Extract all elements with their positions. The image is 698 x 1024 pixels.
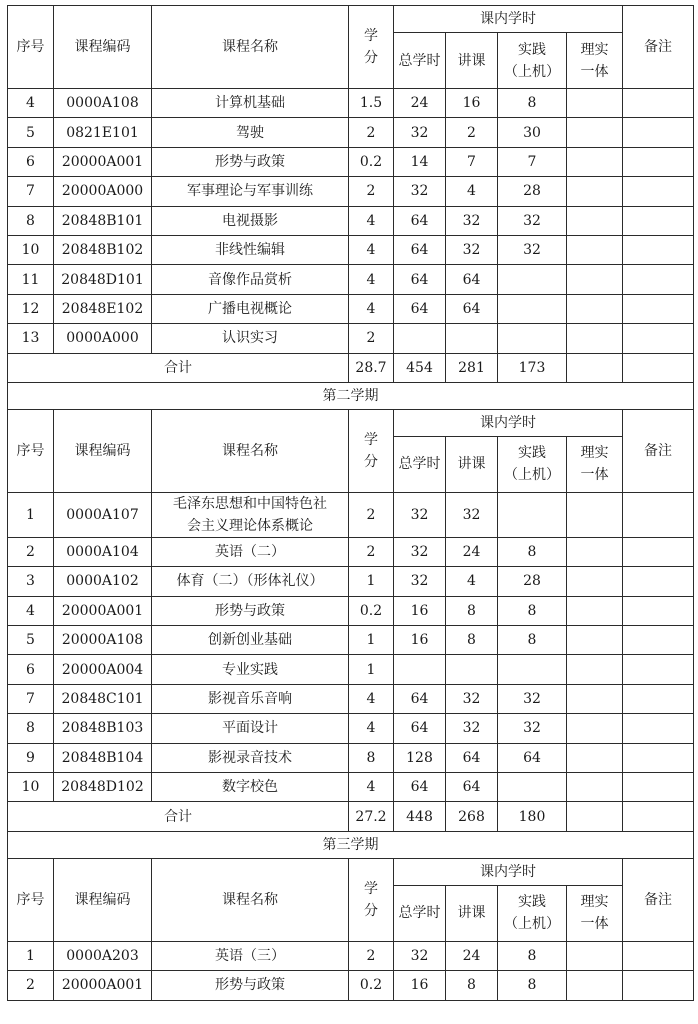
header-total: 总学时 [394,436,446,492]
integrated-hours-cell [567,265,623,294]
header-credit-line2: 分 [364,453,378,470]
seq-cell: 2 [8,971,54,1000]
integrated-hours-cell [567,567,623,596]
total-hours-cell: 64 [394,265,446,294]
total-hours-cell: 14 [394,147,446,176]
table-row [8,324,694,353]
header-code: 课程编码 [54,858,152,941]
course-name-line1: 毛泽东思想和中国特色社 [173,495,327,512]
course-name-cell: 形势与政策 [152,147,349,176]
integrated-hours-cell [567,596,623,625]
integrated-hours-cell [567,206,623,235]
header-hours: 课内学时 [394,858,623,885]
seq-cell: 10 [8,235,54,264]
practice-hours-cell: 8 [498,971,567,1000]
course-name-line2: 会主义理论体系概论 [187,517,313,534]
credit-cell: 1 [349,567,394,596]
header-practice-line1: 实践 [518,445,546,462]
lecture-hours-cell: 32 [446,714,498,743]
seq-cell: 7 [8,684,54,713]
table-row [8,743,694,772]
practice-hours-cell: 8 [498,941,567,970]
table-row [8,537,694,566]
integrated-hours-cell [567,492,623,537]
integrated-hours-cell [567,684,623,713]
code-cell: 20848C101 [54,684,152,713]
lecture-hours-cell [446,655,498,684]
integrated-hours-cell [567,743,623,772]
integrated-hours-cell [567,537,623,566]
total-hours-cell: 32 [394,941,446,970]
semester-title-row [8,382,694,409]
header-practice-line1: 实践 [518,41,546,58]
header-total: 总学时 [394,33,446,89]
integrated-hours-cell [567,941,623,970]
header-code: 课程编码 [54,6,152,89]
course-name-cell: 认识实习 [152,324,349,353]
header-integrated-line2: 一体 [580,916,609,933]
practice-hours-cell [498,492,567,537]
subtotal-remark [623,802,694,831]
course-name-cell: 体育（二）（形体礼仪） [152,567,349,596]
integrated-hours-cell [567,89,623,118]
course-name-cell: 影视录音技术 [152,743,349,772]
lecture-hours-cell: 16 [446,89,498,118]
seq-cell: 5 [8,118,54,147]
table-row [8,567,694,596]
table-body [8,6,694,1001]
remark-cell [623,537,694,566]
header-integrated-line2: 一体 [580,63,609,80]
course-name-cell: 军事理论与军事训练 [152,177,349,206]
integrated-hours-cell [567,714,623,743]
practice-hours-cell: 8 [498,626,567,655]
code-cell: 0000A203 [54,941,152,970]
header-total: 总学时 [394,885,446,941]
lecture-hours-cell: 4 [446,567,498,596]
total-hours-cell [394,324,446,353]
table-row [8,684,694,713]
practice-hours-cell [498,265,567,294]
practice-hours-cell: 64 [498,743,567,772]
practice-hours-cell: 32 [498,714,567,743]
code-cell: 20848D101 [54,265,152,294]
integrated-hours-cell [567,655,623,684]
seq-cell: 12 [8,294,54,323]
code-cell: 20848D102 [54,773,152,802]
course-name-cell: 英语（三） [152,941,349,970]
lecture-hours-cell: 24 [446,537,498,566]
seq-cell: 7 [8,177,54,206]
subtotal-lecture: 268 [446,802,498,831]
total-hours-cell: 64 [394,206,446,235]
course-schedule-table [7,5,694,1001]
total-hours-cell [394,655,446,684]
table-row [8,773,694,802]
total-hours-cell: 128 [394,743,446,772]
total-hours-cell: 16 [394,596,446,625]
subtotal-practice: 180 [498,802,567,831]
credit-cell: 4 [349,684,394,713]
total-hours-cell: 24 [394,89,446,118]
seq-cell: 4 [8,596,54,625]
table-row [8,971,694,1000]
remark-cell [623,971,694,1000]
credit-cell: 2 [349,118,394,147]
total-hours-cell: 64 [394,773,446,802]
seq-cell: 4 [8,89,54,118]
course-name-cell: 专业实践 [152,655,349,684]
header-credit [349,409,394,492]
practice-hours-cell [498,294,567,323]
credit-cell: 0.2 [349,147,394,176]
header-integrated-line1: 理实 [580,445,609,462]
seq-cell: 11 [8,265,54,294]
code-cell: 0000A108 [54,89,152,118]
lecture-hours-cell: 64 [446,265,498,294]
credit-cell: 2 [349,941,394,970]
code-cell: 0000A102 [54,567,152,596]
code-cell: 20848E102 [54,294,152,323]
header-remark: 备注 [623,6,694,89]
table-row [8,177,694,206]
remark-cell [623,684,694,713]
course-name-cell: 音像作品赏析 [152,265,349,294]
course-name-cell: 平面设计 [152,714,349,743]
header-seq: 序号 [8,858,54,941]
seq-cell: 5 [8,626,54,655]
seq-cell: 1 [8,941,54,970]
credit-cell: 4 [349,206,394,235]
total-hours-cell: 64 [394,684,446,713]
credit-cell: 4 [349,265,394,294]
header-practice [498,885,567,941]
credit-cell: 4 [349,714,394,743]
code-cell: 20848B103 [54,714,152,743]
total-hours-cell: 32 [394,537,446,566]
course-name-cell [152,492,349,537]
header-code: 课程编码 [54,409,152,492]
header-name: 课程名称 [152,6,349,89]
course-name-cell: 广播电视概论 [152,294,349,323]
table-row [8,118,694,147]
remark-cell [623,265,694,294]
integrated-hours-cell [567,294,623,323]
table-row [8,147,694,176]
lecture-hours-cell: 8 [446,971,498,1000]
seq-cell: 13 [8,324,54,353]
course-name-cell: 英语（二） [152,537,349,566]
table-row [8,655,694,684]
course-name-cell: 数字校色 [152,773,349,802]
remark-cell [623,773,694,802]
remark-cell [623,655,694,684]
remark-cell [623,177,694,206]
table-row [8,265,694,294]
code-cell: 20848B104 [54,743,152,772]
header-row [8,409,694,436]
course-name-cell: 形势与政策 [152,971,349,1000]
header-lecture: 讲课 [446,33,498,89]
code-cell: 20000A001 [54,596,152,625]
credit-cell: 2 [349,537,394,566]
lecture-hours-cell: 8 [446,626,498,655]
credit-cell: 2 [349,324,394,353]
subtotal-practice: 173 [498,353,567,382]
header-practice-line1: 实践 [518,894,546,911]
code-cell: 20000A004 [54,655,152,684]
code-cell: 20000A000 [54,177,152,206]
seq-cell: 9 [8,743,54,772]
header-lecture: 讲课 [446,885,498,941]
semester-title: 第二学期 [8,382,694,409]
header-practice-line2: （上机） [504,63,560,80]
practice-hours-cell: 32 [498,235,567,264]
code-cell: 0000A107 [54,492,152,537]
course-name-cell: 形势与政策 [152,596,349,625]
integrated-hours-cell [567,147,623,176]
code-cell: 20000A108 [54,626,152,655]
remark-cell [623,567,694,596]
subtotal-label: 合计 [8,802,349,831]
practice-hours-cell: 28 [498,177,567,206]
credit-cell: 2 [349,492,394,537]
credit-cell: 4 [349,294,394,323]
remark-cell [623,324,694,353]
course-name-cell: 非线性编辑 [152,235,349,264]
header-lecture: 讲课 [446,436,498,492]
subtotal-remark [623,353,694,382]
remark-cell [623,626,694,655]
lecture-hours-cell: 64 [446,294,498,323]
practice-hours-cell: 8 [498,89,567,118]
code-cell: 20848B102 [54,235,152,264]
remark-cell [623,235,694,264]
seq-cell: 8 [8,714,54,743]
course-name-cell: 影视音乐音响 [152,684,349,713]
subtotal-credit: 28.7 [349,353,394,382]
total-hours-cell: 32 [394,492,446,537]
table-row [8,596,694,625]
total-hours-cell: 32 [394,177,446,206]
practice-hours-cell [498,773,567,802]
header-remark: 备注 [623,409,694,492]
code-cell: 20000A001 [54,147,152,176]
lecture-hours-cell: 2 [446,118,498,147]
code-cell: 20000A001 [54,971,152,1000]
semester-title-row [8,831,694,858]
header-credit-line1: 学 [364,28,378,44]
lecture-hours-cell [446,324,498,353]
lecture-hours-cell: 32 [446,206,498,235]
header-row [8,858,694,885]
course-schedule-document [7,5,693,1001]
remark-cell [623,492,694,537]
header-integrated [567,33,623,89]
integrated-hours-cell [567,324,623,353]
header-credit-line1: 学 [364,431,378,448]
remark-cell [623,294,694,323]
header-remark: 备注 [623,858,694,941]
credit-cell: 0.2 [349,971,394,1000]
integrated-hours-cell [567,971,623,1000]
header-integrated-line1: 理实 [580,894,609,911]
credit-cell: 4 [349,773,394,802]
remark-cell [623,118,694,147]
subtotal-integrated [567,802,623,831]
header-credit [349,6,394,89]
integrated-hours-cell [567,235,623,264]
table-row [8,206,694,235]
semester-title: 第三学期 [8,831,694,858]
credit-cell: 1.5 [349,89,394,118]
credit-cell: 8 [349,743,394,772]
header-practice [498,33,567,89]
code-cell: 20848B101 [54,206,152,235]
seq-cell: 1 [8,492,54,537]
lecture-hours-cell: 32 [446,235,498,264]
header-practice-line2: （上机） [504,916,560,933]
lecture-hours-cell: 64 [446,743,498,772]
remark-cell [623,743,694,772]
code-cell: 0000A104 [54,537,152,566]
practice-hours-cell: 28 [498,567,567,596]
header-credit [349,858,394,941]
subtotal-total: 454 [394,353,446,382]
practice-hours-cell: 32 [498,206,567,235]
table-row [8,492,694,537]
total-hours-cell: 32 [394,567,446,596]
header-seq: 序号 [8,409,54,492]
subtotal-row [8,802,694,831]
table-row [8,89,694,118]
credit-cell: 1 [349,626,394,655]
remark-cell [623,89,694,118]
integrated-hours-cell [567,773,623,802]
total-hours-cell: 16 [394,626,446,655]
total-hours-cell: 32 [394,118,446,147]
practice-hours-cell: 7 [498,147,567,176]
course-name-cell: 驾驶 [152,118,349,147]
header-integrated-line1: 理实 [580,41,609,58]
header-hours: 课内学时 [394,409,623,436]
header-credit-line1: 学 [364,880,378,897]
credit-cell: 0.2 [349,596,394,625]
header-name: 课程名称 [152,858,349,941]
course-name-cell: 计算机基础 [152,89,349,118]
table-row [8,941,694,970]
practice-hours-cell: 8 [498,537,567,566]
total-hours-cell: 64 [394,235,446,264]
seq-cell: 8 [8,206,54,235]
subtotal-label: 合计 [8,353,349,382]
header-integrated-line2: 一体 [580,467,609,484]
header-integrated [567,885,623,941]
seq-cell: 10 [8,773,54,802]
table-row [8,294,694,323]
table-row [8,626,694,655]
subtotal-lecture: 281 [446,353,498,382]
lecture-hours-cell: 24 [446,941,498,970]
credit-cell: 4 [349,235,394,264]
header-credit-line2: 分 [364,50,378,66]
course-name-cell: 创新创业基础 [152,626,349,655]
lecture-hours-cell: 4 [446,177,498,206]
integrated-hours-cell [567,177,623,206]
lecture-hours-cell: 7 [446,147,498,176]
lecture-hours-cell: 64 [446,773,498,802]
practice-hours-cell [498,655,567,684]
header-practice-line2: （上机） [504,467,560,484]
credit-cell: 2 [349,177,394,206]
subtotal-credit: 27.2 [349,802,394,831]
integrated-hours-cell [567,626,623,655]
practice-hours-cell [498,324,567,353]
table-row [8,235,694,264]
seq-cell: 6 [8,147,54,176]
seq-cell: 2 [8,537,54,566]
total-hours-cell: 64 [394,294,446,323]
total-hours-cell: 64 [394,714,446,743]
credit-cell: 1 [349,655,394,684]
practice-hours-cell: 30 [498,118,567,147]
header-name: 课程名称 [152,409,349,492]
header-hours: 课内学时 [394,6,623,33]
subtotal-integrated [567,353,623,382]
subtotal-row [8,353,694,382]
lecture-hours-cell: 32 [446,492,498,537]
total-hours-cell: 16 [394,971,446,1000]
seq-cell: 3 [8,567,54,596]
header-row [8,6,694,33]
remark-cell [623,596,694,625]
remark-cell [623,147,694,176]
practice-hours-cell: 32 [498,684,567,713]
header-integrated [567,436,623,492]
code-cell: 0000A000 [54,324,152,353]
integrated-hours-cell [567,118,623,147]
remark-cell [623,206,694,235]
lecture-hours-cell: 8 [446,596,498,625]
remark-cell [623,941,694,970]
lecture-hours-cell: 32 [446,684,498,713]
header-seq: 序号 [8,6,54,89]
course-name-cell: 电视摄影 [152,206,349,235]
header-credit-line2: 分 [364,902,378,919]
subtotal-total: 448 [394,802,446,831]
code-cell: 0821E101 [54,118,152,147]
seq-cell: 6 [8,655,54,684]
remark-cell [623,714,694,743]
practice-hours-cell: 8 [498,596,567,625]
header-practice [498,436,567,492]
table-row [8,714,694,743]
